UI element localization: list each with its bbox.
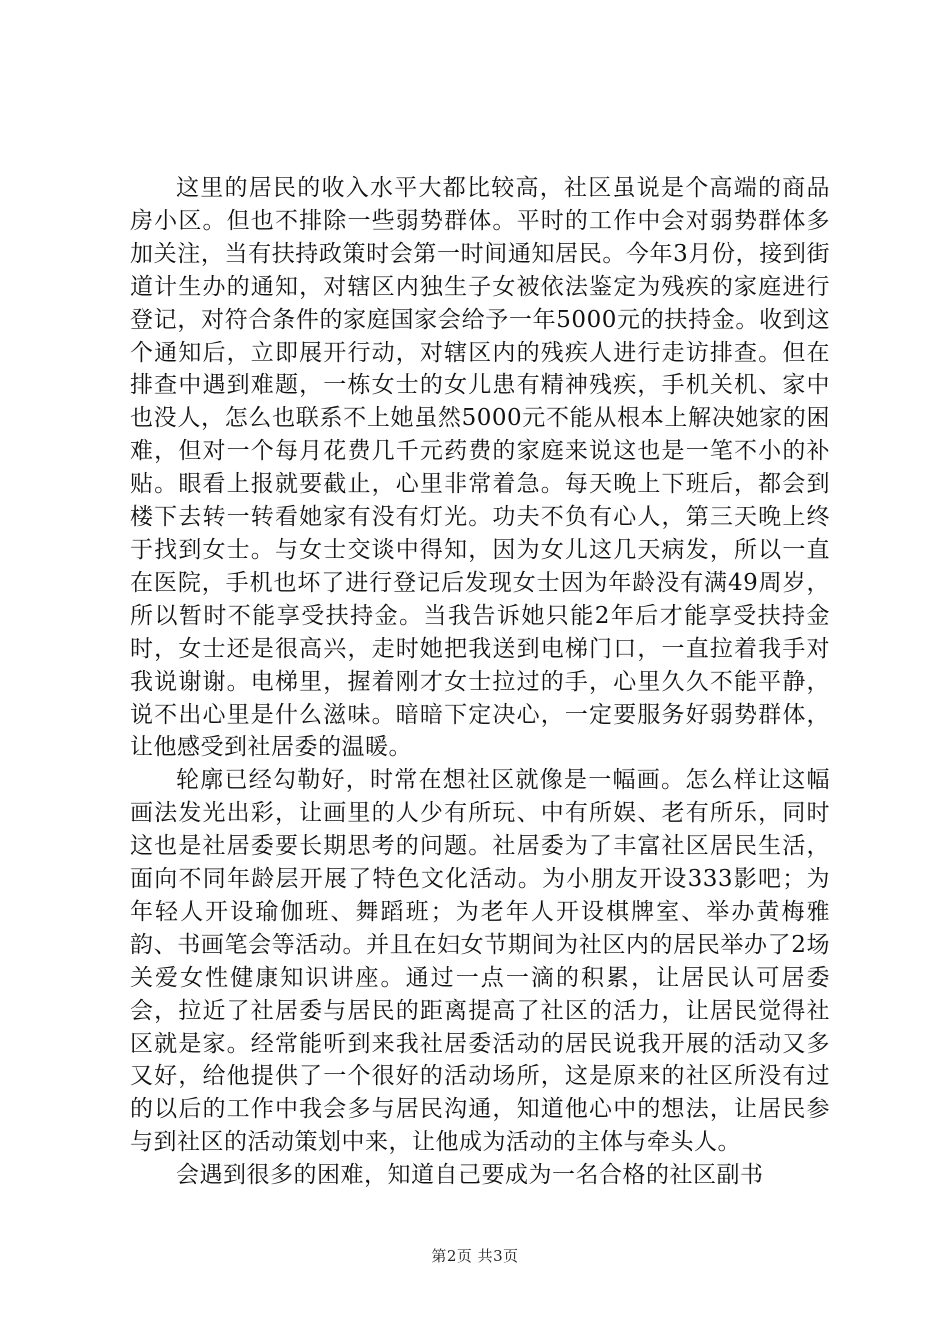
page-footer [0,1245,950,1266]
paragraph-3: 会遇到很多的困难，知道自己要成为一名合格的社区副书 [176,1162,764,1189]
page-number-label: 第2页 共3页 [431,1247,519,1265]
paragraph-2: 轮廓已经勾勒好，时常在想社区就像是一幅画。怎么样让这幅画法发光出彩，让画里的人少有所玩、中有所娱、老有所乐，同时这也是社居委要长期思考的问题。社居委为了丰富社区居民生活，面向不同年龄层开展了特色文化活动。为小朋友开设333影吧；为年轻人开设瑜伽班、舞蹈班；为老年人开设棋牌室、举办黄梅雅韵、书画笔会等活动。并且在妇女节期间为社区内的居民举办了2场关爱女性健康知识讲座。通过一点一滴的积累，让居民认可居委会，拉近了社居委与居民的距离提高了社区的活力，让居民觉得社区就是家。经常能听到来我社居委活动的居民说我开展的活动又多又好，给他提供了一个很好的活动场所，这是原来的社区所没有过的以后的工作中我会多与居民沟通，知道他心中的想法，让居民参与到社区的活动策划中来，让他成为活动的主体与牵头人。 [130,767,830,1156]
paragraph-1: 这里的居民的收入水平大都比较高，社区虽说是个高端的商品房小区。但也不排除一些弱势群体。平时的工作中会对弱势群体多加关注，当有扶持政策时会第一时间通知居民。今年3月份，接到街道计生办的通知，对辖区内独生子女被依法鉴定为残疾的家庭进行登记，对符合条件的家庭国家会给予一年5000元的扶持金。收到这个通知后，立即展开行动，对辖区内的残疾人进行走访排查。但在排查中遇到难题，一栋女士的女儿患有精神残疾，手机关机、家中也没人，怎么也联系不上她虽然5000元不能从根本上解决她家的困难，但对一个每月花费几千元药费的家庭来说这也是一笔不小的补贴。眼看上报就要截止，心里非常着急。每天晚上下班后，都会到楼下去转一转看她家有没有灯光。功夫不负有心人，第三天晚上终于找到女士。与女士交谈中得知，因为女儿这几天病发，所以一直在医院，手机也坏了进行登记后发现女士因为年龄没有满49周岁，所以暂时不能享受扶持金。当我告诉她只能2年后才能享受扶持金时，女士还是很高兴，走时她把我送到电梯门口，一直拉着我手对我说谢谢。电梯里，握着刚才女士拉过的手，心里久久不能平静，说不出心里是什么滋味。暗暗下定决心，一定要服务好弱势群体，让他感受到社居委的温暖。 [130,175,830,761]
document-body [130,172,830,1192]
